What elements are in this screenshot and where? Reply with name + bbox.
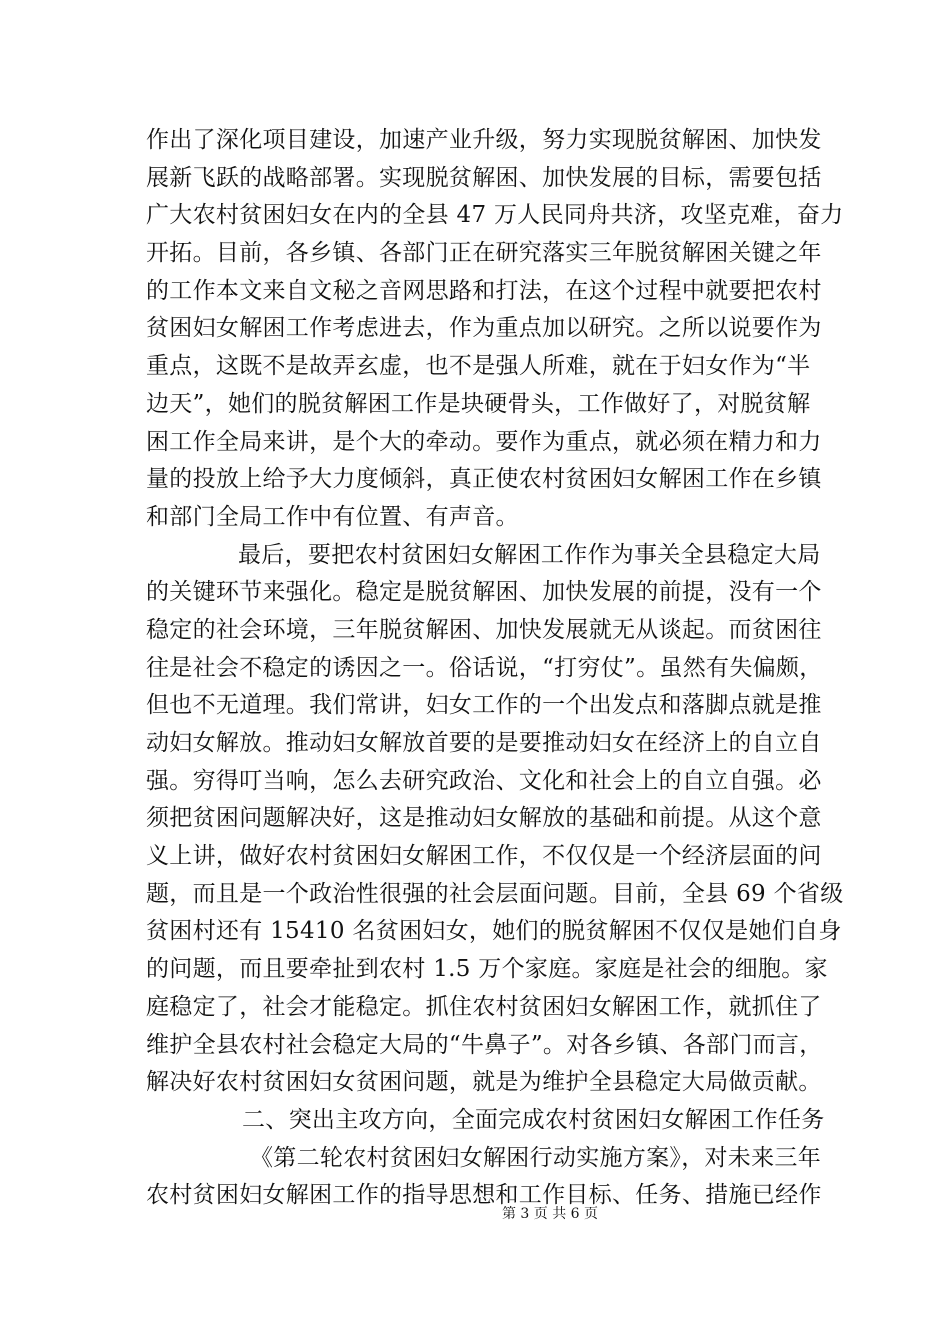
document-body (146, 122, 844, 1215)
text-line: 边天”，她们的脱贫解困工作是块硬骨头，工作做好了，对脱贫解 (146, 390, 811, 417)
text-line: 作出了深化项目建设，加速产业升级，努力实现脱贫解困、加快发 (146, 127, 822, 153)
text-line: 义上讲，做好农村贫困妇女解困工作，不仅仅是一个经济层面的问 (146, 843, 822, 870)
text-line-paragraph-end: 和部门全局工作中有位置、有声音。 (146, 503, 519, 530)
text-line-paragraph-end: 解决好农村贫困妇女贫困问题，就是为维护全县稳定大局做贡献。 (146, 1069, 822, 1096)
text-line: 维护全县农村社会稳定大局的“牛鼻子”。对各乡镇、各部门而言， (146, 1031, 823, 1058)
text-line: 须把贫困问题解决好，这是推动妇女解放的基础和前提。从这个意 (146, 805, 822, 832)
text-line: 动妇女解放。推动妇女解放首要的是要推动妇女在经济上的自立自 (146, 730, 822, 756)
text-line-paragraph-start: 最后，要把农村贫困妇女解困工作作为事关全县稳定大局 (238, 541, 821, 568)
text-line: 往是社会不稳定的诱因之一。俗话说，“打穷仗”。虽然有失偏颇， (146, 654, 823, 681)
section-heading: 二、突出主攻方向，全面完成农村贫困妇女解困工作任务 (242, 1106, 825, 1133)
text-line: 农村贫困妇女解困工作的指导思想和工作目标、任务、措施已经作 (146, 1182, 822, 1209)
text-line: 但也不无道理。我们常讲，妇女工作的一个出发点和落脚点就是推 (146, 692, 822, 719)
page-footer (0, 1205, 950, 1223)
text-line: 展新飞跃的战略部署。实现脱贫解困、加快发展的目标，需要包括 (146, 164, 822, 191)
text-line: 贫困妇女解困工作考虑进去，作为重点加以研究。之所以说要作为 (146, 315, 822, 342)
text-line: 强。穷得叮当响，怎么去研究政治、文化和社会上的自立自强。必 (146, 767, 822, 794)
text-line: 的关键环节来强化。稳定是脱贫解困、加快发展的前提，没有一个 (146, 579, 822, 606)
page-number: 第 3 页 共 6 页 (501, 1206, 599, 1222)
text-line: 稳定的社会环境，三年脱贫解困、加快发展就无从谈起。而贫困往 (146, 616, 822, 643)
text-line: 贫困村还有 15410 名贫困妇女，她们的脱贫解困不仅仅是她们自身 (146, 918, 842, 945)
text-line-paragraph-start: 《第二轮农村贫困妇女解困行动实施方案》，对未来三年 (250, 1144, 821, 1171)
text-line: 困工作全局来讲，是个大的牵动。要作为重点，就必须在精力和力 (146, 428, 822, 455)
text-line: 广大农村贫困妇女在内的全县 47 万人民同舟共济，攻坚克难，奋力 (146, 202, 844, 229)
text-line: 量的投放上给予大力度倾斜，真正使农村贫困妇女解困工作在乡镇 (146, 466, 822, 493)
text-line: 庭稳定了，社会才能稳定。抓住农村贫困妇女解困工作，就抓住了 (146, 993, 822, 1020)
text-line: 题，而且是一个政治性很强的社会层面问题。目前，全县 69 个省级 (146, 880, 844, 907)
text-line: 重点，这既不是故弄玄虚，也不是强人所难，就在于妇女作为“半 (146, 353, 811, 380)
text-line: 的工作本文来自文秘之音网思路和打法，在这个过程中就要把农村 (146, 277, 822, 304)
text-line: 开拓。目前，各乡镇、各部门正在研究落实三年脱贫解困关键之年 (146, 240, 822, 267)
text-line: 的问题，而且要牵扯到农村 1.5 万个家庭。家庭是社会的细胞。家 (146, 956, 828, 983)
